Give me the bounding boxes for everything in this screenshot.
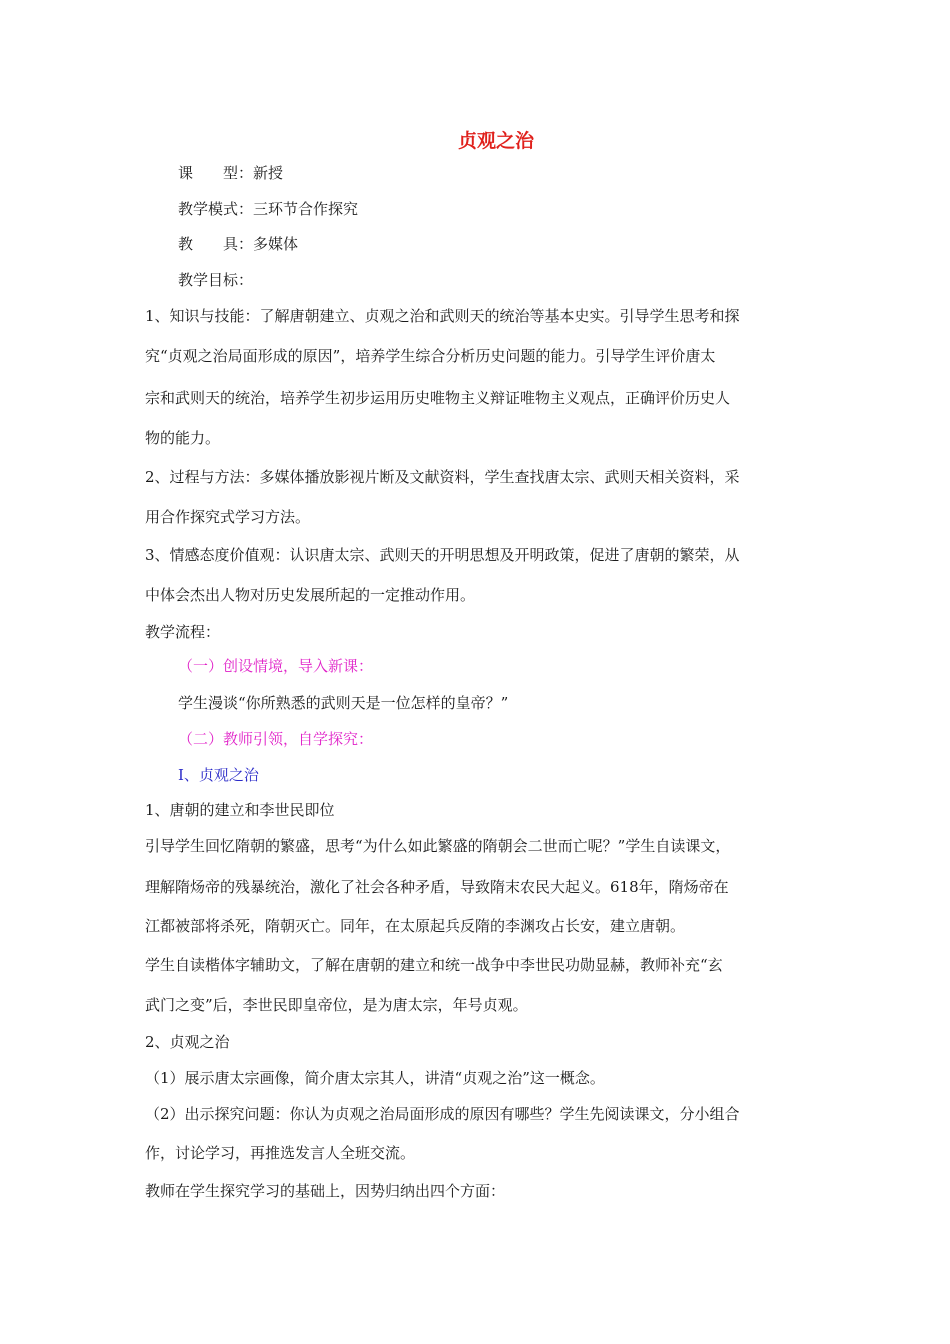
objective-2-line-2: 用合作探究式学习方法。 [145,508,311,526]
teaching-mode: 教学模式：三环节合作探究 [178,200,359,218]
part-1-line-2: 理解隋炀帝的残暴统治，激化了社会各种矛盾，导致隋末农民大起义。618年，隋炀帝在 [145,878,729,896]
teaching-tools: 教 具：多媒体 [178,235,299,253]
part-1-line-1: 引导学生回忆隋朝的繁盛，思考“为什么如此繁盛的隋朝会二世而亡呢？”学生自读课文， [145,837,731,855]
objective-3-line-1: 3、情感态度价值观：认识唐太宗、武则天的开明思想及开明政策，促进了唐朝的繁荣，从 [145,546,740,564]
part-2-summary-line: 教师在学生探究学习的基础上，因势归纳出四个方面： [145,1182,506,1200]
objective-1-line-1: 1、知识与技能：了解唐朝建立、贞观之治和武则天的统治等基本史实。引导学生思考和探 [145,307,740,325]
part-1-heading: 1、唐朝的建立和李世民即位 [145,801,335,819]
step-1-text: 学生漫谈“你所熟悉的武则天是一位怎样的皇帝？” [178,694,509,712]
objective-2-line-1: 2、过程与方法：多媒体播放影视片断及文献资料，学生查找唐太宗、武则天相关资料，采 [145,468,740,486]
part-2-heading: 2、贞观之治 [145,1033,230,1051]
step-2-heading: （二）教师引领，自学探究： [178,730,374,748]
step-1-heading: （一）创设情境，导入新课： [178,657,374,675]
objective-1-line-2: 究“贞观之治局面形成的原因”，培养学生综合分析历史问题的能力。引导学生评价唐太 [145,347,716,365]
part-2-item-1: （1）展示唐太宗画像，简介唐太宗其人，讲清“贞观之治”这一概念。 [145,1069,605,1087]
objectives-heading: 教学目标： [178,271,254,289]
part-1-line-5: 武门之变”后，李世民即皇帝位，是为唐太宗，年号贞观。 [145,996,528,1014]
objective-1-line-3: 宗和武则天的统治，培养学生初步运用历史唯物主义辩证唯物主义观点，正确评价历史人 [145,389,731,407]
part-1-line-3: 江都被部将杀死，隋朝灭亡。同年，在太原起兵反隋的李渊攻占长安，建立唐朝。 [145,917,686,935]
objective-3-line-2: 中体会杰出人物对历史发展所起的一定推动作用。 [145,586,476,604]
document-title: 贞观之治 [457,130,534,152]
section-1-heading: Ⅰ、贞观之治 [178,766,259,784]
objective-1-line-4: 物的能力。 [145,429,221,447]
part-1-line-4: 学生自读楷体字辅助文，了解在唐朝的建立和统一战争中李世民功勋显赫，教师补充“玄 [145,956,723,974]
part-2-item-2-line-2: 作，讨论学习，再推选发言人全班交流。 [145,1144,416,1162]
lesson-type: 课 型：新授 [178,164,284,182]
process-heading: 教学流程： [145,623,221,641]
part-2-item-2-line-1: （2）出示探究问题：你认为贞观之治局面形成的原因有哪些？学生先阅读课文，分小组合 [145,1105,740,1123]
